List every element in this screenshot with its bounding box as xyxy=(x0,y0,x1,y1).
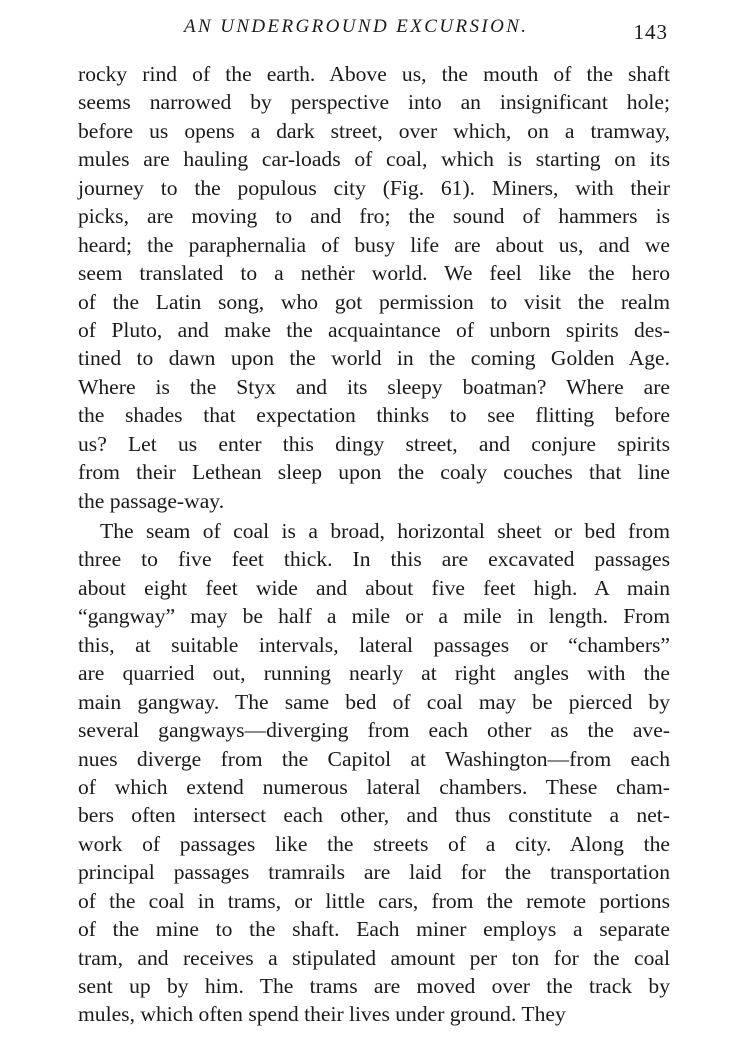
text-line: rocky rind of the earth. Above us, the mouth of the shaft xyxy=(78,62,670,86)
text-line: are quarried out, running nearly at right angles with the xyxy=(78,661,670,686)
paragraphs xyxy=(78,60,670,1029)
text-line: bers often intersect each other, and thus constitute a net- xyxy=(78,803,670,828)
text-line: nues diverge from the Capitol at Washington—from each xyxy=(78,746,670,771)
text-line: heard; the paraphernalia of busy life are about us, and we xyxy=(78,232,670,257)
text-line: before us opens a dark street, over which, on a tramway, xyxy=(78,118,670,143)
text-line: of the mine to the shaft. Each miner employs a separate xyxy=(78,917,670,942)
text-line: of the coal in trams, or little cars, from the remote portions xyxy=(78,888,670,913)
text-line: us? Let us enter this dingy street, and conjure spirits xyxy=(78,431,670,456)
text-line: picks, are moving to and fro; the sound of hammers is xyxy=(78,204,670,229)
text-line: of the Latin song, who got permission to visit the realm xyxy=(78,289,670,314)
text-line: main gangway. The same bed of coal may be pierced by xyxy=(78,689,670,714)
text-line: from their Lethean sleep upon the coaly couches that line xyxy=(78,460,670,485)
running-head xyxy=(78,12,670,48)
text-line: tined to dawn upon the world in the coming Golden Age. xyxy=(78,346,670,371)
page-number: 143 xyxy=(633,20,668,44)
text-line: “gangway” may be half a mile or a mile in length. From xyxy=(78,604,670,629)
paragraph-1 xyxy=(78,60,670,515)
text-line: the passage-way. xyxy=(78,488,225,513)
text-line: work of passages like the streets of a city. Along the xyxy=(78,831,670,856)
text-line: mules, which often spend their lives under ground. They xyxy=(78,1002,566,1027)
text-line: The seam of coal is a broad, horizontal sheet or bed from xyxy=(100,519,670,543)
text-line: three to five feet thick. In this are excavated passages xyxy=(78,547,670,572)
text-line: Where is the Styx and its sleepy boatman? Where are xyxy=(78,374,670,399)
text-line: this, at suitable intervals, lateral passages or “chambers” xyxy=(78,632,670,657)
text-line: several gangways—diverging from each other as the ave- xyxy=(78,718,670,743)
body-text xyxy=(78,60,670,1029)
paragraph-2 xyxy=(78,517,670,1029)
text-line: tram, and receives a stipulated amount per ton for the coal xyxy=(78,945,670,970)
text-line: mules are hauling car-loads of coal, which is starting on its xyxy=(78,147,670,172)
text-line: sent up by him. The trams are moved over the track by xyxy=(78,974,670,998)
text-line: of Pluto, and make the acquaintance of unborn spirits des- xyxy=(78,317,670,342)
text-line: about eight feet wide and about five feet high. A main xyxy=(78,575,670,600)
text-line: principal passages tramrails are laid for the transportation xyxy=(78,860,670,885)
text-line: seem translated to a nethėr world. We feel like the hero xyxy=(78,261,670,286)
text-line: the shades that expectation thinks to see flitting before xyxy=(78,403,670,428)
text-line: journey to the populous city (Fig. 61). Miners, with their xyxy=(78,175,670,200)
running-title: AN UNDERGROUND EXCURSION. xyxy=(184,16,529,37)
text-line: seems narrowed by perspective into an insignificant hole; xyxy=(78,90,670,115)
text-line: of which extend numerous lateral chambers. These cham- xyxy=(78,774,670,799)
